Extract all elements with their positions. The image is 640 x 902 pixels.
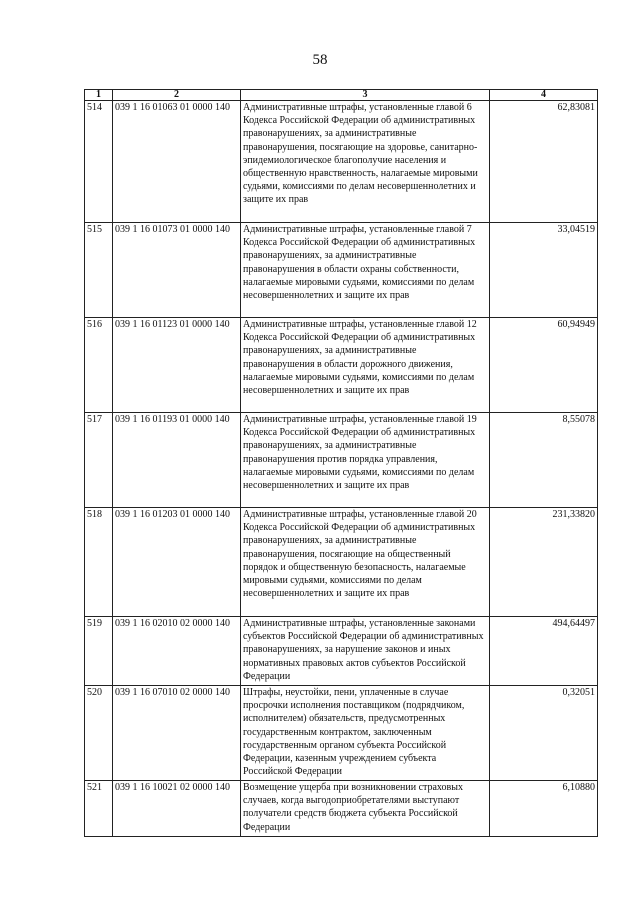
table-row [85,413,598,508]
table-row [85,101,598,223]
budget-code: 039 1 16 01193 01 0000 140 [113,413,241,508]
revenue-description: Административные штрафы, установленные главой 19 Кодекса Российской Федерации об административных правонарушениях, за административные правонарушения против порядка управления, налагаемые мировыми судьями, комиссиями по делам несовершеннолетних и защите их прав [241,413,490,508]
revenue-description: Административные штрафы, установленные главой 12 Кодекса Российской Федерации об административных правонарушениях, за административные правонарушения в области дорожного движения, налагаемые мировыми судьями, комиссиями по делам несовершеннолетних и защите их прав [241,318,490,413]
row-number: 521 [85,781,113,837]
row-number: 515 [85,223,113,318]
table-row [85,686,598,781]
revenue-description: Возмещение ущерба при возникновении страховых случаев, когда выгодоприобретателями выступают получатели средств бюджета субъекта Российской Федерации [241,781,490,837]
row-number: 519 [85,617,113,686]
budget-code: 039 1 16 02010 02 0000 140 [113,617,241,686]
amount-value: 494,64497 [490,617,598,686]
row-number: 517 [85,413,113,508]
row-number: 514 [85,101,113,223]
table-row [85,508,598,617]
revenue-table [84,89,598,837]
budget-code: 039 1 16 01073 01 0000 140 [113,223,241,318]
amount-value: 33,04519 [490,223,598,318]
revenue-description: Административные штрафы, установленные законами субъектов Российской Федерации об административных правонарушениях, за нарушение законов и иных нормативных правовых актов субъектов Российской Федерации [241,617,490,686]
budget-code: 039 1 16 01123 01 0000 140 [113,318,241,413]
amount-value: 60,94949 [490,318,598,413]
amount-value: 8,55078 [490,413,598,508]
table-row [85,318,598,413]
row-number: 516 [85,318,113,413]
budget-code: 039 1 16 10021 02 0000 140 [113,781,241,837]
row-number: 520 [85,686,113,781]
page-number: 58 [312,52,328,68]
revenue-description: Административные штрафы, установленные главой 20 Кодекса Российской Федерации об административных правонарушениях, за административные правонарушения, посягающие на общественный порядок и общественную безопасность, налагаемые мировыми судьями, комиссиями по делам несовершеннолетних и защите их прав [241,508,490,617]
column-header-2: 2 [113,90,241,101]
table-row [85,223,598,318]
amount-value: 6,10880 [490,781,598,837]
column-header-3: 3 [241,90,490,101]
revenue-description: Штрафы, неустойки, пени, уплаченные в случае просрочки исполнения поставщиком (подрядчиком, исполнителем) обязательств, предусмотренных государственным контрактом, заключенным государственным органом субъекта Российской Федерации, казенным учреждением субъекта Российской Федерации [241,686,490,781]
column-header-4: 4 [490,90,598,101]
amount-value: 0,32051 [490,686,598,781]
budget-code: 039 1 16 07010 02 0000 140 [113,686,241,781]
amount-value: 62,83081 [490,101,598,223]
table-row [85,617,598,686]
budget-code: 039 1 16 01203 01 0000 140 [113,508,241,617]
row-number: 518 [85,508,113,617]
revenue-description: Административные штрафы, установленные главой 7 Кодекса Российской Федерации об административных правонарушениях, за административные правонарушения в области охраны собственности, налагаемые мировыми судьями, комиссиями по делам несовершеннолетних и защите их прав [241,223,490,318]
revenue-description: Административные штрафы, установленные главой 6 Кодекса Российской Федерации об административных правонарушениях, за административные правонарушения, посягающие на здоровье, санитарно-эпидемиологическое благополучие населения и общественную нравственность, налагаемые мировыми судьями, комиссиями по делам несовершеннолетних и защите их прав [241,101,490,223]
budget-code: 039 1 16 01063 01 0000 140 [113,101,241,223]
column-header-1: 1 [85,90,113,101]
amount-value: 231,33820 [490,508,598,617]
table-row [85,781,598,837]
table-header-row [85,90,598,101]
